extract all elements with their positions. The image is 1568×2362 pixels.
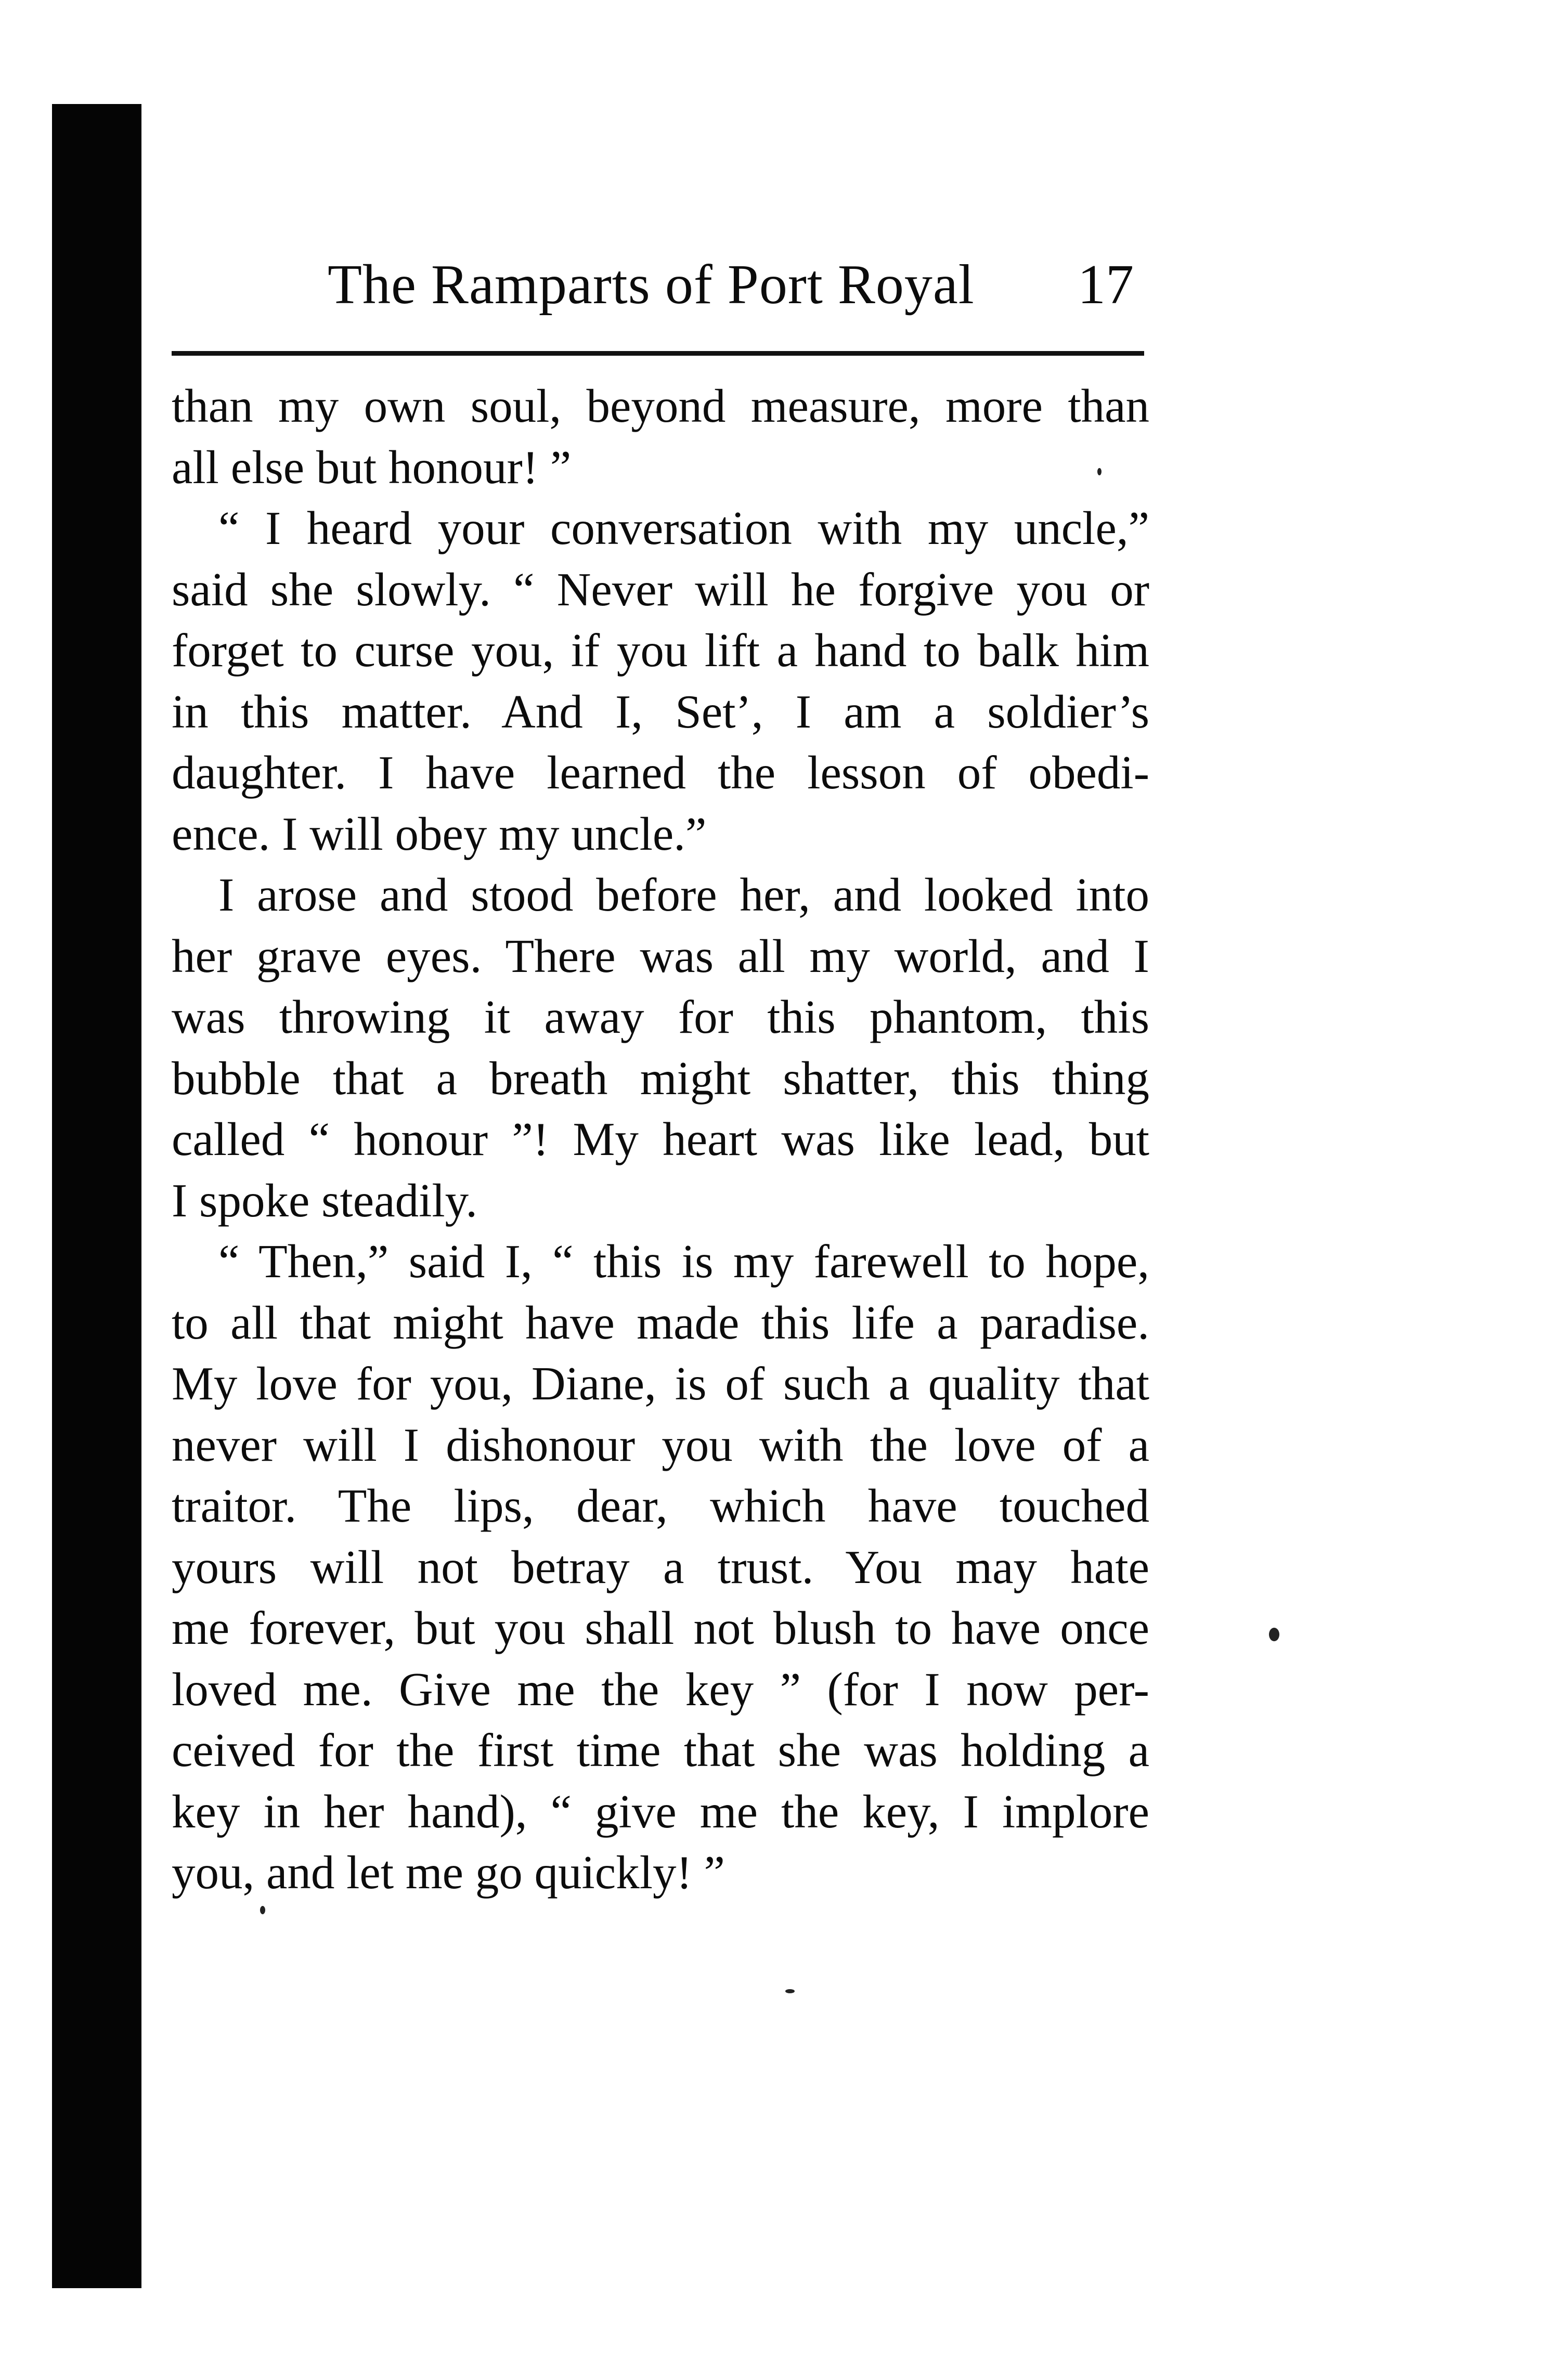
text-line: to all that might have made this life a paradise. (172, 1296, 1149, 1349)
running-title: The Ramparts of Port Royal (328, 254, 975, 316)
text-line: ceived for the first time that she was holding a (172, 1724, 1149, 1776)
text-line: than my own soul, beyond measure, more than (172, 380, 1149, 432)
text-line: loved me. Give me the key ” (for I now per- (172, 1663, 1149, 1716)
text-line: key in her hand), “ give me the key, I implore (172, 1785, 1149, 1838)
text-line: My love for you, Diane, is of such a quality that (172, 1357, 1149, 1410)
text-line: ence. I will obey my uncle.” (172, 807, 707, 860)
text-line: called “ honour ”! My heart was like lead, but (172, 1113, 1149, 1165)
page-number: 17 (1078, 254, 1134, 316)
text-line: was throwing it away for this phantom, this (172, 991, 1149, 1043)
scan-speck (785, 1989, 795, 1993)
text-line: I arose and stood before her, and looked into (218, 868, 1149, 921)
scan-speck (1269, 1628, 1279, 1641)
text-line: “ Then,” said I, “ this is my farewell to hope, (218, 1235, 1149, 1288)
scan-speck (1097, 468, 1102, 475)
text-line: me forever, but you shall not blush to have once (172, 1602, 1149, 1654)
text-line: said she slowly. “ Never will he forgive you or (172, 563, 1149, 616)
text-line: never will I dishonour you with the love of a (172, 1418, 1149, 1471)
text-line: in this matter. And I, Set’, I am a soldier’s (172, 685, 1149, 738)
text-line: “ I heard your conversation with my uncle,” (218, 502, 1149, 554)
text-line: forget to curse you, if you lift a hand to balk him (172, 624, 1149, 677)
page-header (172, 249, 1144, 332)
text-line: you, and let me go quickly! ” (172, 1846, 725, 1899)
text-line: all else but honour! ” (172, 440, 572, 494)
text-line: daughter. I have learned the lesson of obedi- (172, 746, 1149, 799)
text-line: her grave eyes. There was all my world, and I (172, 929, 1149, 982)
text-line: yours will not betray a trust. You may hate (172, 1540, 1149, 1593)
body-text (172, 375, 1149, 1903)
text-line: I spoke steadily. (172, 1174, 477, 1227)
scan-binding-edge (52, 104, 141, 2288)
header-rule (172, 351, 1144, 356)
scan-speck (260, 1906, 265, 1914)
text-line: traitor. The lips, dear, which have touched (172, 1480, 1149, 1532)
text-line: bubble that a breath might shatter, this thing (172, 1052, 1149, 1105)
